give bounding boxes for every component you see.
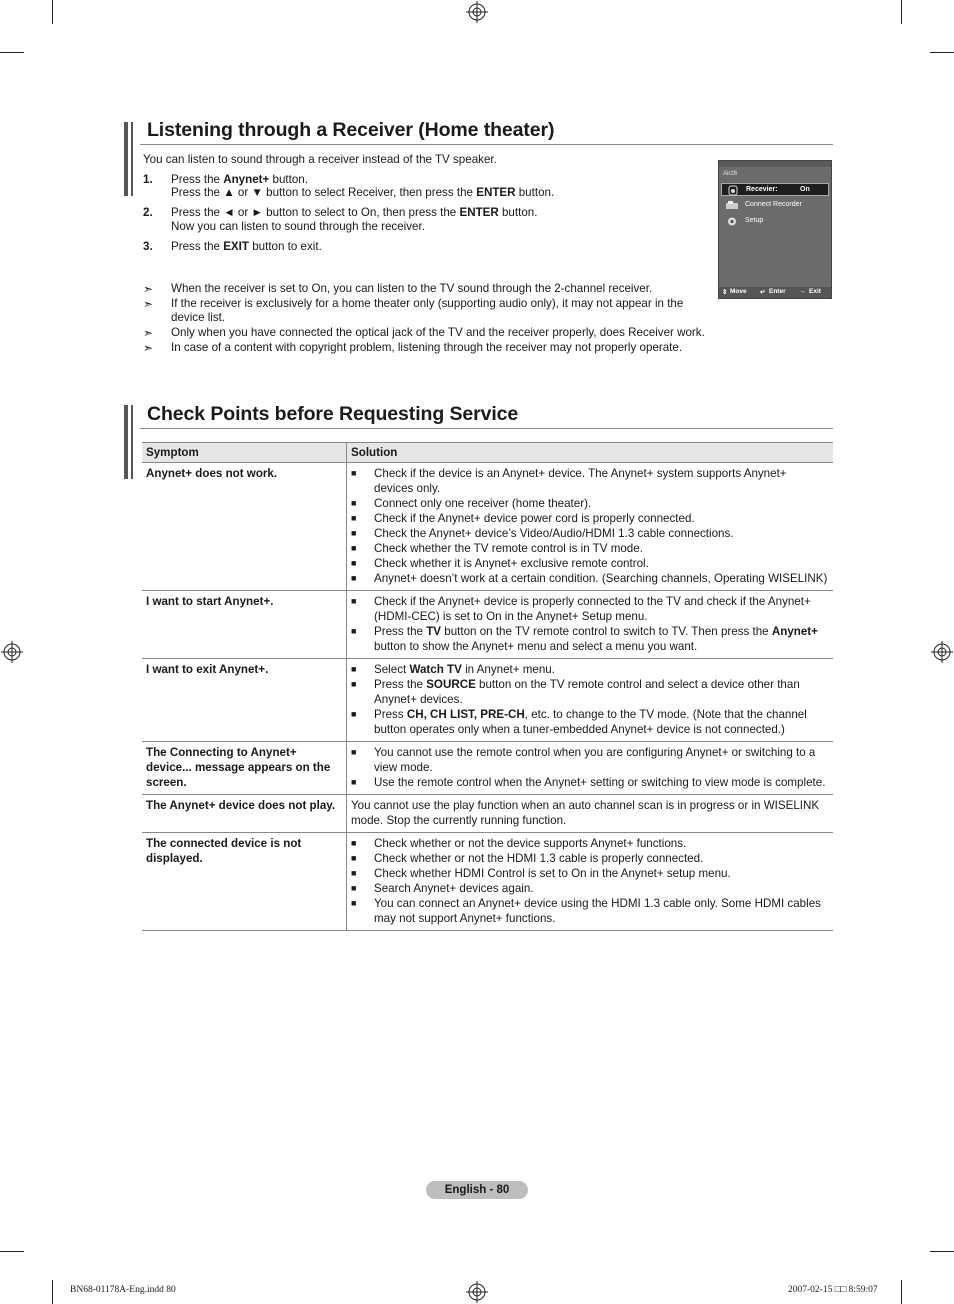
symptom-cell: The connected device is not displayed.	[142, 833, 347, 931]
osd-row-value: On	[800, 186, 810, 193]
solution-item: ■ Use the remote control when the Anynet+ setting or switching to view mode is complete.	[351, 776, 826, 789]
osd-exit-label: Exit	[809, 288, 821, 295]
crop-mark	[901, 1280, 902, 1304]
osd-top-bar	[719, 161, 831, 167]
table-row	[142, 659, 833, 742]
solution-item: ■ Select Watch TV in Anynet+ menu.	[351, 663, 555, 676]
step-1-line-2: Press the ▲ or ▼ button to select Receiver, then press the ENTER button.	[171, 186, 555, 199]
section-accent-bar	[124, 122, 128, 196]
solution-item: ■ Check whether it is Anynet+ exclusive remote control.	[351, 557, 649, 570]
page-number-label: English - 80	[426, 1181, 528, 1199]
note-text: When the receiver is set to On, you can listen to the TV sound through the 2-channel receiver.	[171, 282, 653, 295]
solution-cell	[347, 742, 834, 795]
table-header-row	[142, 443, 833, 463]
step-number: 3.	[143, 240, 153, 253]
osd-row-connect-recorder	[721, 199, 829, 212]
osd-row-label: Setup	[745, 217, 764, 224]
note-arrow-icon: ➣	[143, 341, 154, 355]
table-row	[142, 463, 833, 591]
symptom-cell: The Connecting to Anynet+ device... message appears on the screen.	[142, 742, 347, 795]
osd-footer	[719, 287, 831, 298]
osd-row-receiver	[721, 183, 829, 196]
section-accent-bar	[131, 122, 133, 196]
crop-mark	[901, 0, 902, 24]
table-row	[142, 795, 833, 833]
table-row	[142, 833, 833, 931]
osd-move-label: Move	[730, 288, 747, 295]
crop-mark	[0, 1251, 24, 1252]
symptom-cell: Anynet+ does not work.	[142, 463, 347, 591]
osd-enter-label: Enter	[769, 288, 786, 295]
solution-item: ■ Check if the Anynet+ device is properly connected to the TV and check if the Anynet+ (HDMI-CEC) is set to On in the Anynet+ Setup menu.	[351, 595, 811, 623]
note-text: Only when you have connected the optical jack of the TV and the receiver properly, does Receiver work.	[171, 326, 705, 339]
registration-mark-icon	[466, 1281, 488, 1303]
step-2-line-1: Press the ◄ or ► button to select to On, then press the ENTER button.	[171, 206, 538, 219]
registration-mark-icon	[931, 641, 953, 663]
solution-item: ■ Press the SOURCE button on the TV remote control and select a device other than Anynet+ devices.	[351, 678, 800, 706]
step-2-line-2: Now you can listen to sound through the receiver.	[171, 220, 425, 233]
solution-item: ■ Connect only one receiver (home theater).	[351, 497, 592, 510]
crop-mark	[930, 1251, 954, 1252]
gear-icon	[725, 216, 739, 227]
solution-cell	[347, 591, 834, 659]
solution-cell	[347, 833, 834, 931]
registration-mark-icon	[1, 641, 23, 663]
receiver-icon	[726, 185, 740, 196]
note-text: In case of a content with copyright problem, listening through the receiver may not properly operate.	[171, 341, 683, 354]
step-3-line-1: Press the EXIT button to exit.	[171, 240, 322, 253]
solution-item: ■ Press the TV button on the TV remote control to switch to TV. Then press the Anynet+ button to show the Anynet+ menu and select a menu you want.	[351, 625, 818, 653]
crop-mark	[0, 52, 24, 53]
enter-icon: ↵	[760, 289, 766, 296]
solution-item: ■ You can connect an Anynet+ device using the HDMI 1.3 cable only. Some HDMI cables may not support Anynet+ functions.	[351, 897, 821, 925]
osd-source-label: Air28	[723, 171, 738, 177]
exit-icon: →	[799, 288, 806, 295]
solution-cell: You cannot use the play function when an auto channel scan is in progress or in WISELINK mode. Stop the currently running function.	[347, 795, 834, 833]
registration-mark-icon	[466, 1, 488, 23]
crop-mark	[52, 1280, 53, 1304]
header-symptom: Symptom	[142, 443, 347, 463]
osd-row-label: Recevier:	[746, 186, 778, 193]
solution-item: ■ Check whether HDMI Control is set to On in the Anynet+ setup menu.	[351, 867, 731, 880]
solution-item: ■ Check whether or not the device supports Anynet+ functions.	[351, 837, 687, 850]
move-icon: ⇕	[722, 289, 728, 296]
solution-item: ■ Check the Anynet+ device’s Video/Audio/HDMI 1.3 cable connections.	[351, 527, 734, 540]
section-accent-bar	[131, 405, 133, 479]
anynet-osd-screenshot	[718, 160, 832, 299]
solution-item: ■ Press CH, CH LIST, PRE-CH, etc. to change to the TV mode. (Note that the channel button operates only when a tuner-embedded Anynet+ device is not connected.)	[351, 708, 807, 736]
note-arrow-icon: ➣	[143, 282, 154, 296]
section-accent-bar	[124, 405, 128, 479]
section-title-check-points: Check Points before Requesting Service	[147, 403, 519, 425]
check-points-table	[142, 442, 833, 931]
section-title-receiver: Listening through a Receiver (Home theater)	[147, 119, 555, 141]
solution-item: ■ Check if the device is an Anynet+ device. The Anynet+ system supports Anynet+ devices only.	[351, 467, 787, 495]
note-text: If the receiver is exclusively for a home theater only (supporting audio only), it may not appear in the	[171, 297, 684, 310]
step-number: 1.	[143, 173, 153, 186]
symptom-cell: I want to start Anynet+.	[142, 591, 347, 659]
header-solution: Solution	[347, 443, 834, 463]
note-arrow-icon: ➣	[143, 326, 154, 340]
print-date-label: 2007-02-15 □□ 8:59:07	[788, 1285, 878, 1295]
solution-item: ■ Check if the Anynet+ device power cord is properly connected.	[351, 512, 695, 525]
print-file-label: BN68-01178A-Eng.indd 80	[70, 1285, 176, 1295]
section-rule	[140, 144, 833, 145]
osd-row-label: Connect Recorder	[745, 201, 802, 208]
symptom-cell: The Anynet+ device does not play.	[142, 795, 347, 833]
solution-item: ■ Anynet+ doesn’t work at a certain condition. (Searching channels, Operating WISELINK)	[351, 572, 828, 585]
step-1-line-1: Press the Anynet+ button.	[171, 173, 308, 186]
solution-item: ■ You cannot use the remote control when you are configuring Anynet+ or switching to a view mode.	[351, 746, 816, 774]
note-text: device list.	[171, 311, 226, 324]
table-row	[142, 591, 833, 659]
recorder-icon	[725, 200, 739, 211]
solution-cell	[347, 463, 834, 591]
table-row	[142, 742, 833, 795]
solution-item: ■ Check whether the TV remote control is in TV mode.	[351, 542, 643, 555]
receiver-intro: You can listen to sound through a receiver instead of the TV speaker.	[143, 153, 497, 166]
crop-mark	[930, 52, 954, 53]
osd-row-setup	[721, 215, 829, 228]
solution-item: ■ Search Anynet+ devices again.	[351, 882, 534, 895]
crop-mark	[52, 0, 53, 24]
step-number: 2.	[143, 206, 153, 219]
note-arrow-icon: ➣	[143, 297, 154, 311]
section-rule	[140, 428, 833, 429]
symptom-cell: I want to exit Anynet+.	[142, 659, 347, 742]
solution-item: ■ Check whether or not the HDMI 1.3 cable is properly connected.	[351, 852, 704, 865]
solution-cell	[347, 659, 834, 742]
